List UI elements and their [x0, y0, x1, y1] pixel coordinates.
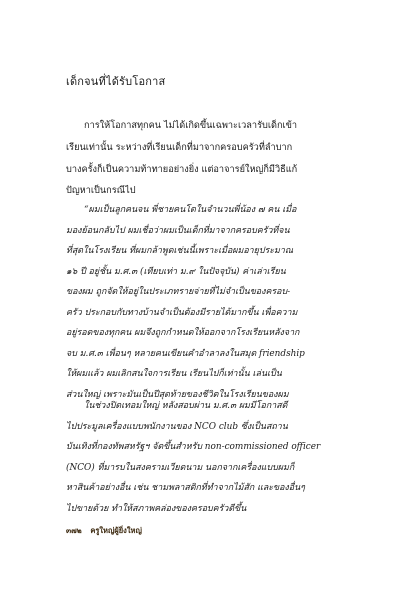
page-number: ๓๗๒ — [66, 526, 82, 535]
paragraph-line: การให้โอกาสทุกคน ไม่ได้เกิดขึ้นเฉพาะเวลารับเด็กเข้า — [84, 120, 298, 131]
page-footer — [66, 525, 142, 537]
paragraph-line: บันเทิงที่กองทัพสหรัฐฯ จัดขึ้นสำหรับ non-commissioned officer — [66, 442, 321, 452]
paragraph-line: เรียนเท่านั้น ระหว่างที่เรียนเด็กที่มาจากครอบครัวที่ลำบาก — [66, 141, 293, 153]
book-title: ครูใหญ่ผู้ยิ่งใหญ่ — [90, 526, 142, 535]
paragraph-line: ไปประมูลเครื่องแบบพนักงานของ NCO club ซึ่งเป็นสถาน — [66, 421, 288, 432]
quote-paragraph-1 — [66, 200, 348, 405]
paragraph-line: ๑๖ ปี อยู่ชั้น ม.ศ.๓ (เทียบเท่า ม.๙ ในปัจจุบัน) ค่าเล่าเรียน — [66, 266, 286, 277]
paragraph-line: (NCO) ที่มารบในสงครามเวียดนาม นอกจากเครื่องแบบผมก็ — [66, 462, 295, 473]
quote-paragraph-2 — [66, 396, 348, 519]
paragraph-line: “ผมเป็นลูกคนจน พี่ชายคนโตในจำนวนพี่น้อง ๗ คน เมื่อ — [84, 205, 297, 215]
paragraph-line: หาสินค้าอย่างอื่น เช่น ชามพลาสติกที่ทำจากไม้สัก และของอื่นๆ — [66, 483, 305, 493]
paragraph-line: บางครั้งก็เป็นความท้าทายอย่างยิ่ง แต่อาจารย์ใหญ่ก็มีวิธีแก้ — [66, 163, 298, 175]
paragraph-line: จบ ม.ศ.๓ เพื่อนๆ หลายคนเขียนคำอำลาลงในสมุด friendship — [66, 348, 305, 359]
paragraph-line: ส่วนใหญ่ เพราะมันเป็นปีสุดท้ายของชีวิตในโรงเรียนของผม — [66, 389, 289, 400]
intro-paragraph — [66, 115, 348, 202]
paragraph-line: ไปขายด้วย ทำให้สภาพคล่องของครอบครัวดีขึ้น — [66, 503, 247, 514]
section-title: เด็กจนที่ได้รับโอกาส — [66, 75, 166, 88]
paragraph-line: ให้ผมแล้ว ผมเลิกสนใจการเรียน เรียนไปก็เท่านั้น เล่นเป็น — [66, 369, 282, 379]
paragraph-line: ปัญหาเป็นกรณีไป — [66, 185, 136, 197]
paragraph-line: ในช่วงปิดเทอมใหญ่ หลังสอบผ่าน ม.ศ.๓ ผมมีโอกาสดี — [84, 401, 288, 411]
paragraph-line: มองย้อนกลับไป ผมเชื่อว่าผมเป็นเด็กที่มาจากครอบครัวที่จน — [66, 225, 290, 236]
paragraph-line: ครัว ประกอบกับทางบ้านจำเป็นต้องมีรายได้มากขึ้น เพื่อความ — [66, 307, 298, 318]
paragraph-line: อยู่รอดของทุกคน ผมจึงถูกกำหนดให้ออกจากโรงเรียนหลังจาก — [66, 328, 300, 338]
paragraph-line: ที่สุดในโรงเรียน ที่ผมกล้าพูดเช่นนี้เพราะเมื่อผมอายุประมาณ — [66, 246, 294, 256]
paragraph-line: ของผม ถูกจัดให้อยู่ในประเภทรายจ่ายที่ไม่จำเป็นของครอบ- — [66, 287, 291, 297]
